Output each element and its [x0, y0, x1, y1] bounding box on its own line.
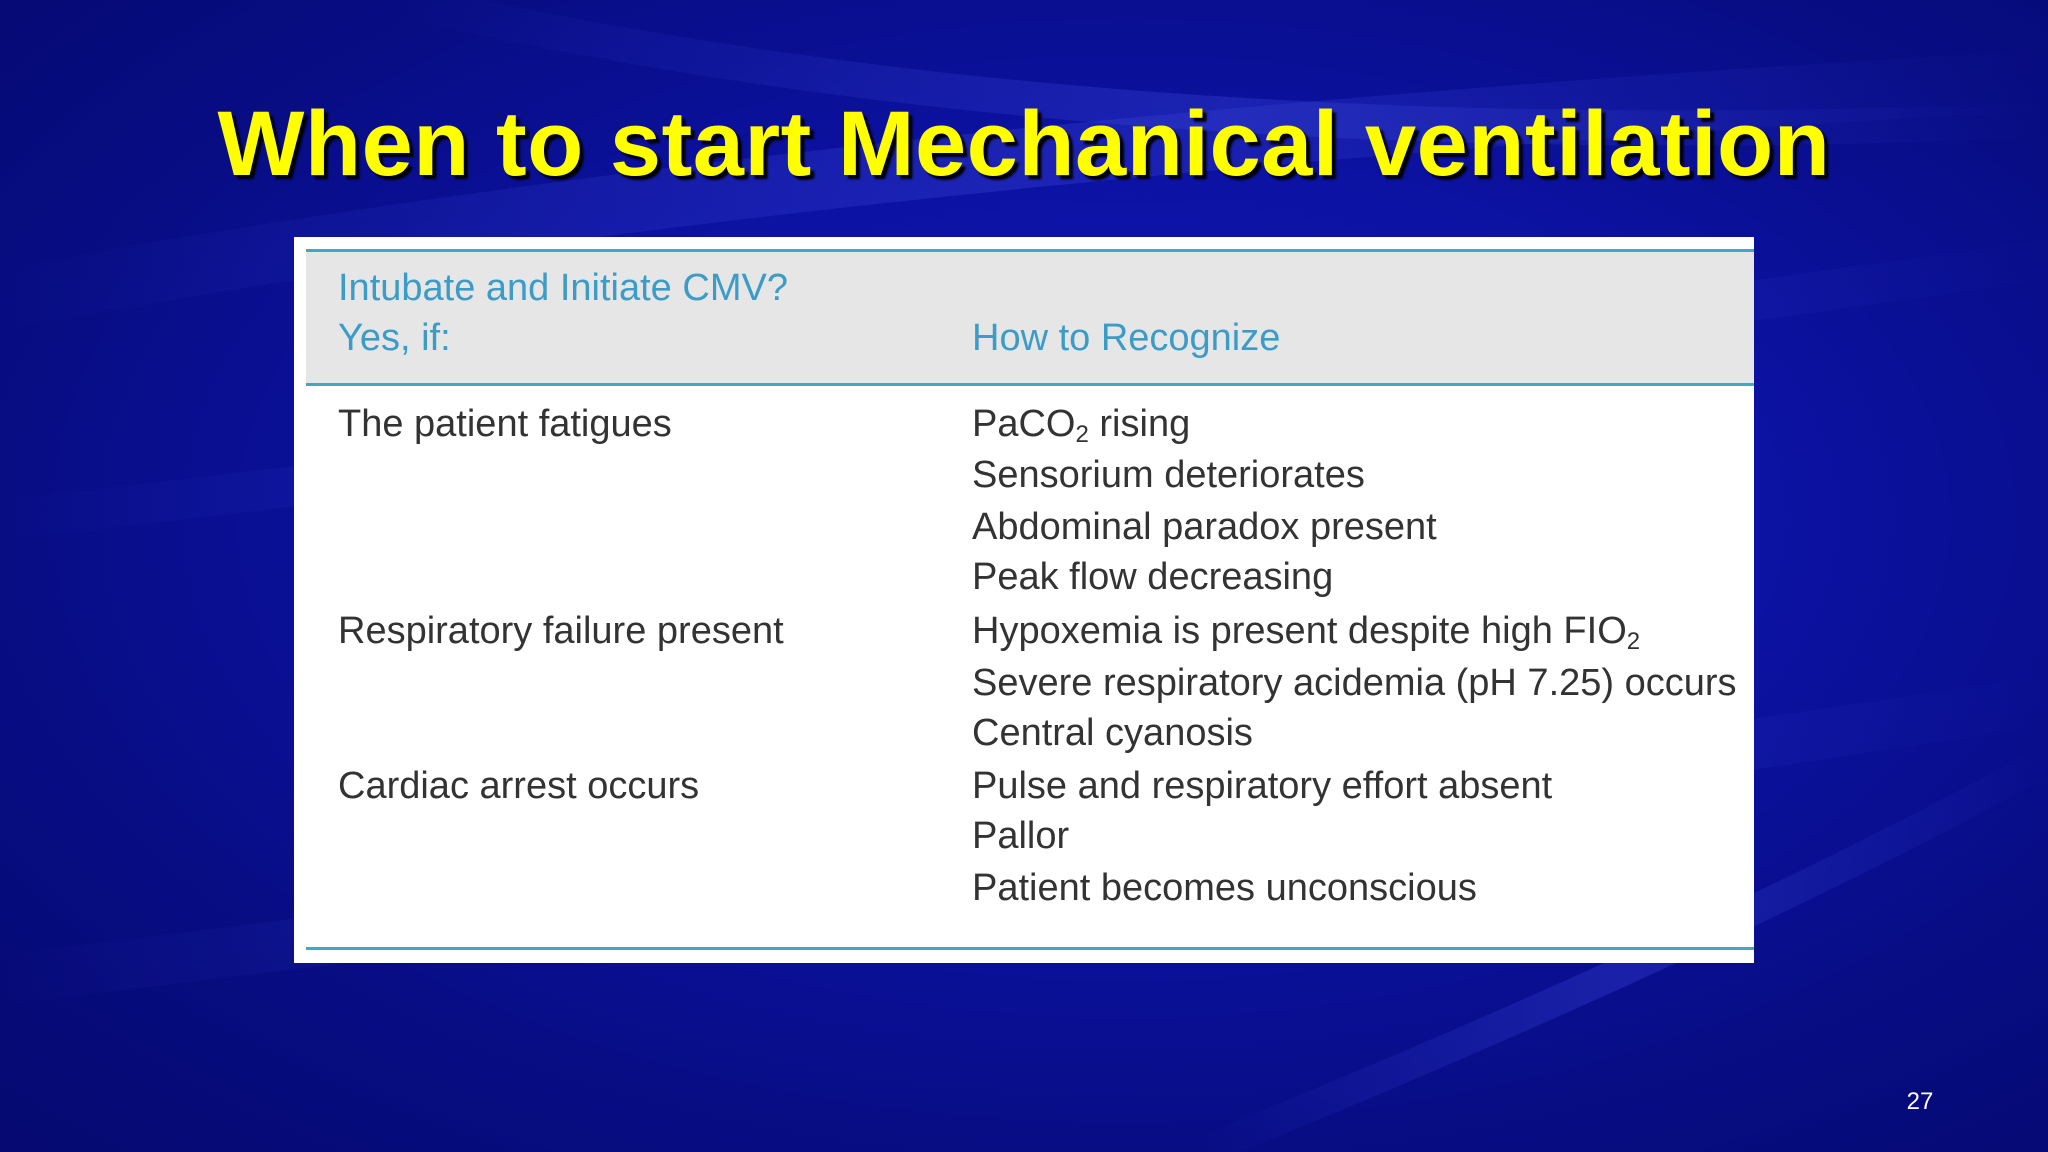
header-condition — [338, 263, 788, 363]
sign-cell: Pallor — [972, 815, 1070, 857]
sign-text: PaCO — [972, 403, 1076, 445]
table-top-rule — [306, 249, 1754, 252]
sign-cell — [972, 399, 1190, 449]
sign-cell: Sensorium deteriorates — [972, 454, 1365, 496]
sign-cell: Peak flow decreasing — [972, 556, 1334, 598]
subscript: 2 — [1626, 628, 1641, 655]
ventilation-criteria-table — [294, 237, 1754, 963]
header-condition-line1: Intubate and Initiate CMV? — [338, 267, 788, 309]
condition-cell: Respiratory failure present — [338, 610, 784, 652]
header-how-to-recognize: How to Recognize — [972, 317, 1281, 359]
table-header-rule — [306, 383, 1754, 386]
header-condition-line2: Yes, if: — [338, 317, 451, 359]
sign-cell: Severe respiratory acidemia (pH 7.25) occurs — [972, 662, 1737, 704]
sign-cell: Abdominal paradox present — [972, 506, 1437, 548]
condition-cell: Cardiac arrest occurs — [338, 765, 700, 807]
slide-title: When to start Mechanical ventilation — [217, 93, 1831, 195]
page-number: 27 — [1906, 1088, 1934, 1115]
sign-cell: Patient becomes unconscious — [972, 867, 1477, 909]
subscript: 2 — [1075, 421, 1089, 448]
table-bottom-rule — [306, 947, 1754, 950]
condition-cell: The patient fatigues — [338, 403, 672, 445]
sign-text-suffix: rising — [1088, 403, 1191, 445]
sign-cell — [972, 606, 1640, 656]
sign-cell: Pulse and respiratory effort absent — [972, 765, 1553, 807]
sign-cell: Central cyanosis — [972, 712, 1253, 754]
sign-text: Hypoxemia is present despite high FIO — [972, 610, 1627, 652]
